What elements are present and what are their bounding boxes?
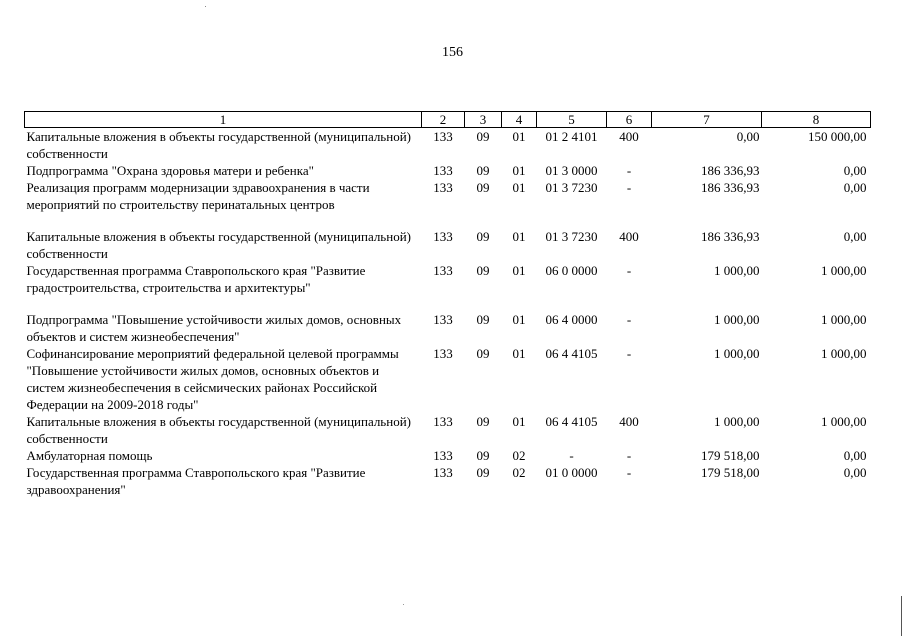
- table-row: [25, 464, 871, 498]
- row-code-section: 09: [476, 346, 490, 361]
- row-code-target: 06 4 4105: [545, 346, 598, 361]
- row-amount-2: 0,00: [843, 163, 867, 178]
- row-code-target: 01 2 4101: [545, 129, 598, 144]
- budget-table-container: [24, 111, 870, 498]
- table-row: [25, 413, 871, 447]
- row-name: Государственная программа Ставропольского края "Развитие градостроительства, строительства и архитектуры": [26, 263, 366, 295]
- row-amount-1: 1 000,00: [714, 414, 760, 429]
- column-header: 7: [652, 112, 762, 128]
- page-edge-line: [901, 596, 902, 636]
- row-code-target: 06 4 0000: [545, 312, 598, 327]
- row-code-ministry: 133: [433, 465, 453, 480]
- row-amount-1: 0,00: [736, 129, 760, 144]
- row-name: Амбулаторная помощь: [26, 448, 153, 463]
- column-header: 8: [762, 112, 871, 128]
- page-number: 156: [442, 45, 463, 60]
- row-name: Государственная программа Ставропольского края "Развитие здравоохранения": [26, 465, 366, 497]
- scan-speck: [205, 6, 206, 7]
- row-code-section: 09: [476, 129, 490, 144]
- row-code-expense: -: [626, 346, 632, 361]
- row-code-target: 01 3 7230: [545, 229, 598, 244]
- row-code-section: 09: [476, 163, 490, 178]
- row-code-target: 01 3 7230: [545, 180, 598, 195]
- row-code-section: 09: [476, 312, 490, 327]
- row-code-expense: 400: [619, 229, 639, 244]
- row-code-ministry: 133: [433, 448, 453, 463]
- row-amount-1: 1 000,00: [714, 346, 760, 361]
- row-code-ministry: 133: [433, 263, 453, 278]
- row-amount-2: 0,00: [843, 229, 867, 244]
- row-amount-2: 150 000,00: [808, 129, 867, 144]
- row-code-target: 06 4 4105: [545, 414, 598, 429]
- row-name: Софинансирование мероприятий федеральной целевой программы "Повышение устойчивости жилых домов, основных объектов и систем жизнеобеспечения в сейсмических районах Российской Федерации на 2009-2018 годы": [26, 346, 399, 412]
- row-code-target: -: [569, 448, 574, 463]
- row-name: Подпрограмма "Повышение устойчивости жилых домов, основных объектов и систем жизнеобеспечения": [26, 312, 402, 344]
- row-code-section: 09: [476, 180, 490, 195]
- row-code-expense: -: [626, 312, 632, 327]
- row-code-expense: 400: [619, 129, 639, 144]
- row-amount-1: 1 000,00: [714, 263, 760, 278]
- row-name: Капитальные вложения в объекты государственной (муниципальной) собственности: [26, 229, 411, 261]
- row-name: Подпрограмма "Охрана здоровья матери и ребенка": [26, 163, 314, 178]
- row-amount-1: 186 336,93: [701, 229, 760, 244]
- row-code-expense: -: [626, 163, 632, 178]
- row-code-ministry: 133: [433, 129, 453, 144]
- row-code-ministry: 133: [433, 163, 453, 178]
- row-code-ministry: 133: [433, 180, 453, 195]
- row-code-target: 01 0 0000: [545, 465, 598, 480]
- row-code-expense: -: [626, 180, 632, 195]
- row-code-expense: 400: [619, 414, 639, 429]
- row-code-subsection: 01: [512, 346, 526, 361]
- row-code-subsection: 02: [512, 448, 526, 463]
- row-code-subsection: 01: [512, 129, 526, 144]
- column-header: 1: [25, 112, 422, 128]
- table-row: [25, 262, 871, 311]
- row-name: Капитальные вложения в объекты государственной (муниципальной) собственности: [26, 129, 411, 161]
- table-row: [25, 228, 871, 262]
- column-header: 6: [607, 112, 652, 128]
- table-row: [25, 128, 871, 163]
- row-code-section: 09: [476, 465, 490, 480]
- row-code-subsection: 01: [512, 312, 526, 327]
- table-row: [25, 162, 871, 179]
- row-code-ministry: 133: [433, 346, 453, 361]
- table-row: [25, 447, 871, 464]
- row-amount-1: 179 518,00: [701, 448, 760, 463]
- column-header: 4: [502, 112, 537, 128]
- row-name: Капитальные вложения в объекты государственной (муниципальной) собственности: [26, 414, 411, 446]
- row-code-section: 09: [476, 448, 490, 463]
- row-code-target: 06 0 0000: [545, 263, 598, 278]
- row-code-subsection: 02: [512, 465, 526, 480]
- row-code-subsection: 01: [512, 263, 526, 278]
- row-code-expense: -: [626, 448, 632, 463]
- row-code-expense: -: [626, 465, 632, 480]
- column-header: 2: [422, 112, 465, 128]
- row-amount-2: 1 000,00: [821, 312, 867, 327]
- row-amount-1: 186 336,93: [701, 163, 760, 178]
- column-header: 5: [537, 112, 607, 128]
- row-code-section: 09: [476, 229, 490, 244]
- budget-table: [24, 111, 871, 498]
- row-amount-1: 186 336,93: [701, 180, 760, 195]
- row-code-subsection: 01: [512, 414, 526, 429]
- row-code-expense: -: [626, 263, 632, 278]
- row-amount-2: 1 000,00: [821, 263, 867, 278]
- row-code-subsection: 01: [512, 180, 526, 195]
- row-code-ministry: 133: [433, 414, 453, 429]
- row-code-subsection: 01: [512, 229, 526, 244]
- row-amount-2: 0,00: [843, 180, 867, 195]
- row-amount-2: 0,00: [843, 465, 867, 480]
- row-code-target: 01 3 0000: [545, 163, 598, 178]
- row-code-ministry: 133: [433, 312, 453, 327]
- row-amount-1: 179 518,00: [701, 465, 760, 480]
- table-header-row: [25, 112, 871, 128]
- row-amount-2: 1 000,00: [821, 346, 867, 361]
- row-name: Реализация программ модернизации здравоохранения в части мероприятий по строительству перинатальных центров: [26, 180, 370, 212]
- row-amount-2: 1 000,00: [821, 414, 867, 429]
- column-header: 3: [465, 112, 502, 128]
- table-row: [25, 311, 871, 345]
- table-row: [25, 345, 871, 413]
- row-code-subsection: 01: [512, 163, 526, 178]
- row-amount-2: 0,00: [843, 448, 867, 463]
- row-amount-1: 1 000,00: [714, 312, 760, 327]
- scan-speck: [403, 604, 404, 605]
- row-code-section: 09: [476, 414, 490, 429]
- table-row: [25, 179, 871, 228]
- row-code-ministry: 133: [433, 229, 453, 244]
- row-code-section: 09: [476, 263, 490, 278]
